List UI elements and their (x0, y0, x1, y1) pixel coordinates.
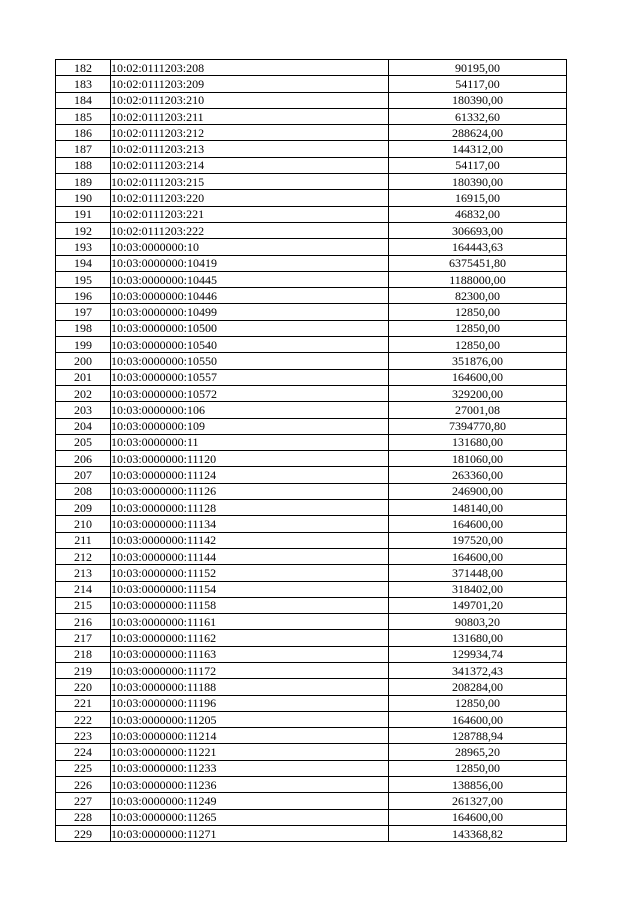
cadastral-number-cell: 10:03:0000000:10 (111, 239, 389, 255)
value-cell: 1188000,00 (389, 271, 567, 287)
value-cell: 149701,20 (389, 597, 567, 613)
table-row (56, 271, 567, 287)
row-number-cell: 193 (56, 239, 111, 255)
row-number-cell: 218 (56, 646, 111, 662)
row-number-cell: 188 (56, 157, 111, 173)
cadastral-number-cell: 10:02:0111203:220 (111, 190, 389, 206)
cadastral-number-cell: 10:03:0000000:11120 (111, 451, 389, 467)
row-number-cell: 192 (56, 222, 111, 238)
value-cell: 12850,00 (389, 320, 567, 336)
value-cell: 90195,00 (389, 60, 567, 76)
value-cell: 131680,00 (389, 630, 567, 646)
cadastral-number-cell: 10:03:0000000:11161 (111, 614, 389, 630)
row-number-cell: 189 (56, 174, 111, 190)
cadastral-number-cell: 10:03:0000000:10500 (111, 320, 389, 336)
table-row (56, 320, 567, 336)
cadastral-number-cell: 10:02:0111203:212 (111, 125, 389, 141)
table-row (56, 581, 567, 597)
cadastral-number-cell: 10:02:0111203:213 (111, 141, 389, 157)
row-number-cell: 213 (56, 565, 111, 581)
value-cell: 164600,00 (389, 516, 567, 532)
row-number-cell: 221 (56, 695, 111, 711)
table-row (56, 451, 567, 467)
value-cell: 164600,00 (389, 809, 567, 825)
table-row (56, 222, 567, 238)
table-row (56, 467, 567, 483)
cadastral-number-cell: 10:03:0000000:10445 (111, 271, 389, 287)
cadastral-number-cell: 10:03:0000000:10419 (111, 255, 389, 271)
row-number-cell: 198 (56, 320, 111, 336)
table-row (56, 239, 567, 255)
row-number-cell: 210 (56, 516, 111, 532)
row-number-cell: 182 (56, 60, 111, 76)
table-row (56, 777, 567, 793)
table-row (56, 141, 567, 157)
table-row (56, 337, 567, 353)
row-number-cell: 205 (56, 434, 111, 450)
value-cell: 28965,20 (389, 744, 567, 760)
value-cell: 82300,00 (389, 288, 567, 304)
value-cell: 246900,00 (389, 483, 567, 499)
value-cell: 54117,00 (389, 76, 567, 92)
value-cell: 6375451,80 (389, 255, 567, 271)
cadastral-number-cell: 10:03:0000000:11126 (111, 483, 389, 499)
value-cell: 341372,43 (389, 662, 567, 678)
table-row (56, 385, 567, 401)
table-row (56, 646, 567, 662)
row-number-cell: 199 (56, 337, 111, 353)
row-number-cell: 216 (56, 614, 111, 630)
cadastral-number-cell: 10:03:0000000:10540 (111, 337, 389, 353)
value-cell: 306693,00 (389, 222, 567, 238)
cadastral-number-cell: 10:02:0111203:214 (111, 157, 389, 173)
table-row (56, 353, 567, 369)
table-row (56, 516, 567, 532)
row-number-cell: 203 (56, 402, 111, 418)
value-cell: 90803,20 (389, 614, 567, 630)
row-number-cell: 215 (56, 597, 111, 613)
table-row (56, 825, 567, 841)
value-cell: 143368,82 (389, 825, 567, 841)
row-number-cell: 224 (56, 744, 111, 760)
value-cell: 180390,00 (389, 174, 567, 190)
row-number-cell: 183 (56, 76, 111, 92)
cadastral-number-cell: 10:03:0000000:11154 (111, 581, 389, 597)
value-cell: 61332,60 (389, 108, 567, 124)
row-number-cell: 207 (56, 467, 111, 483)
cadastral-number-cell: 10:03:0000000:11271 (111, 825, 389, 841)
table-row (56, 60, 567, 76)
table-row (56, 157, 567, 173)
cadastral-number-cell: 10:03:0000000:11163 (111, 646, 389, 662)
row-number-cell: 222 (56, 711, 111, 727)
cadastral-number-cell: 10:03:0000000:11236 (111, 777, 389, 793)
value-cell: 12850,00 (389, 337, 567, 353)
table-row (56, 434, 567, 450)
cadastral-number-cell: 10:03:0000000:11124 (111, 467, 389, 483)
row-number-cell: 200 (56, 353, 111, 369)
row-number-cell: 195 (56, 271, 111, 287)
row-number-cell: 201 (56, 369, 111, 385)
cadastral-number-cell: 10:02:0111203:215 (111, 174, 389, 190)
value-cell: 12850,00 (389, 695, 567, 711)
value-cell: 164600,00 (389, 711, 567, 727)
cadastral-number-cell: 10:03:0000000:11196 (111, 695, 389, 711)
cadastral-number-cell: 10:02:0111203:222 (111, 222, 389, 238)
row-number-cell: 184 (56, 92, 111, 108)
row-number-cell: 191 (56, 206, 111, 222)
row-number-cell: 204 (56, 418, 111, 434)
row-number-cell: 202 (56, 385, 111, 401)
table-row (56, 369, 567, 385)
row-number-cell: 211 (56, 532, 111, 548)
value-cell: 181060,00 (389, 451, 567, 467)
value-cell: 12850,00 (389, 760, 567, 776)
cadastral-number-cell: 10:02:0111203:211 (111, 108, 389, 124)
table-row (56, 532, 567, 548)
table-row (56, 695, 567, 711)
value-cell: 371448,00 (389, 565, 567, 581)
value-cell: 12850,00 (389, 304, 567, 320)
value-cell: 208284,00 (389, 679, 567, 695)
row-number-cell: 225 (56, 760, 111, 776)
table-row (56, 809, 567, 825)
table-row (56, 679, 567, 695)
row-number-cell: 212 (56, 548, 111, 564)
table-row (56, 288, 567, 304)
cadastral-number-cell: 10:02:0111203:209 (111, 76, 389, 92)
value-cell: 144312,00 (389, 141, 567, 157)
value-cell: 128788,94 (389, 728, 567, 744)
value-cell: 263360,00 (389, 467, 567, 483)
table-row (56, 711, 567, 727)
value-cell: 164600,00 (389, 369, 567, 385)
table-row (56, 548, 567, 564)
value-cell: 164443,63 (389, 239, 567, 255)
cadastral-number-cell: 10:03:0000000:109 (111, 418, 389, 434)
table-row (56, 744, 567, 760)
cadastral-number-cell: 10:03:0000000:11265 (111, 809, 389, 825)
table-row (56, 565, 567, 581)
value-cell: 318402,00 (389, 581, 567, 597)
table-row (56, 418, 567, 434)
row-number-cell: 186 (56, 125, 111, 141)
cadastral-number-cell: 10:03:0000000:11142 (111, 532, 389, 548)
row-number-cell: 219 (56, 662, 111, 678)
table-row (56, 190, 567, 206)
cadastral-number-cell: 10:03:0000000:10499 (111, 304, 389, 320)
cadastral-number-cell: 10:02:0111203:210 (111, 92, 389, 108)
table-row (56, 614, 567, 630)
row-number-cell: 197 (56, 304, 111, 320)
value-cell: 129934,74 (389, 646, 567, 662)
cadastral-value-table (55, 59, 567, 842)
value-cell: 7394770,80 (389, 418, 567, 434)
row-number-cell: 209 (56, 500, 111, 516)
cadastral-number-cell: 10:03:0000000:11144 (111, 548, 389, 564)
table-row (56, 483, 567, 499)
row-number-cell: 227 (56, 793, 111, 809)
row-number-cell: 229 (56, 825, 111, 841)
cadastral-number-cell: 10:03:0000000:106 (111, 402, 389, 418)
cadastral-number-cell: 10:03:0000000:10557 (111, 369, 389, 385)
row-number-cell: 196 (56, 288, 111, 304)
row-number-cell: 194 (56, 255, 111, 271)
cadastral-number-cell: 10:03:0000000:11233 (111, 760, 389, 776)
cadastral-number-cell: 10:03:0000000:11172 (111, 662, 389, 678)
row-number-cell: 187 (56, 141, 111, 157)
row-number-cell: 223 (56, 728, 111, 744)
value-cell: 54117,00 (389, 157, 567, 173)
row-number-cell: 190 (56, 190, 111, 206)
value-cell: 329200,00 (389, 385, 567, 401)
cadastral-number-cell: 10:03:0000000:11205 (111, 711, 389, 727)
cadastral-number-cell: 10:03:0000000:11221 (111, 744, 389, 760)
value-cell: 261327,00 (389, 793, 567, 809)
cadastral-number-cell: 10:03:0000000:10550 (111, 353, 389, 369)
table-row (56, 108, 567, 124)
value-cell: 27001,08 (389, 402, 567, 418)
value-cell: 46832,00 (389, 206, 567, 222)
table-row (56, 76, 567, 92)
cadastral-number-cell: 10:03:0000000:11 (111, 434, 389, 450)
table-row (56, 728, 567, 744)
row-number-cell: 220 (56, 679, 111, 695)
cadastral-number-cell: 10:02:0111203:208 (111, 60, 389, 76)
value-cell: 164600,00 (389, 548, 567, 564)
value-cell: 288624,00 (389, 125, 567, 141)
value-cell: 197520,00 (389, 532, 567, 548)
value-cell: 138856,00 (389, 777, 567, 793)
table-row (56, 630, 567, 646)
row-number-cell: 208 (56, 483, 111, 499)
table-row (56, 662, 567, 678)
table-row (56, 793, 567, 809)
cadastral-number-cell: 10:03:0000000:11134 (111, 516, 389, 532)
row-number-cell: 185 (56, 108, 111, 124)
table-row (56, 255, 567, 271)
cadastral-number-cell: 10:03:0000000:11214 (111, 728, 389, 744)
cadastral-number-cell: 10:03:0000000:10446 (111, 288, 389, 304)
table-row (56, 597, 567, 613)
value-cell: 148140,00 (389, 500, 567, 516)
value-cell: 131680,00 (389, 434, 567, 450)
value-cell: 351876,00 (389, 353, 567, 369)
table-row (56, 206, 567, 222)
cadastral-number-cell: 10:03:0000000:11249 (111, 793, 389, 809)
cadastral-number-cell: 10:03:0000000:11128 (111, 500, 389, 516)
table-row (56, 500, 567, 516)
row-number-cell: 217 (56, 630, 111, 646)
row-number-cell: 226 (56, 777, 111, 793)
cadastral-number-cell: 10:02:0111203:221 (111, 206, 389, 222)
table-row (56, 402, 567, 418)
cadastral-number-cell: 10:03:0000000:10572 (111, 385, 389, 401)
table-row (56, 174, 567, 190)
row-number-cell: 228 (56, 809, 111, 825)
row-number-cell: 206 (56, 451, 111, 467)
value-cell: 16915,00 (389, 190, 567, 206)
cadastral-number-cell: 10:03:0000000:11162 (111, 630, 389, 646)
table-row (56, 125, 567, 141)
table-body (56, 60, 567, 842)
cadastral-number-cell: 10:03:0000000:11158 (111, 597, 389, 613)
table-row (56, 92, 567, 108)
cadastral-number-cell: 10:03:0000000:11152 (111, 565, 389, 581)
value-cell: 180390,00 (389, 92, 567, 108)
row-number-cell: 214 (56, 581, 111, 597)
table-row (56, 304, 567, 320)
cadastral-number-cell: 10:03:0000000:11188 (111, 679, 389, 695)
table-row (56, 760, 567, 776)
